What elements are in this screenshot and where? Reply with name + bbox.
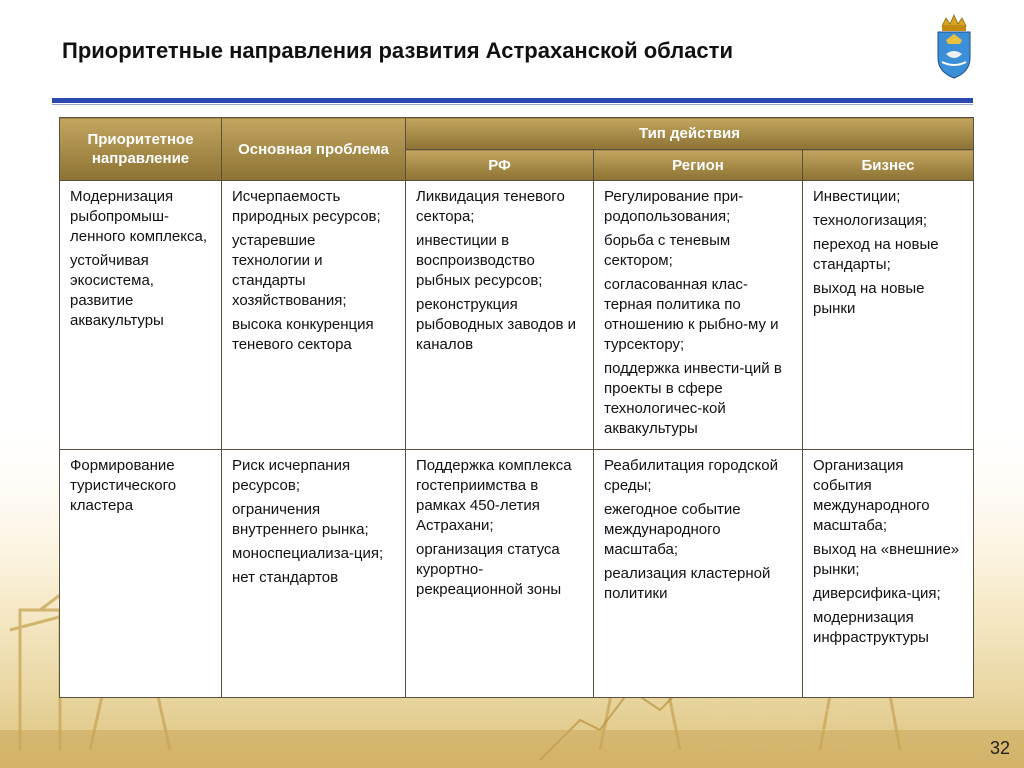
cell-line: Риск исчерпания ресурсов; — [232, 457, 351, 494]
header-business: Бизнес — [803, 150, 974, 181]
cell-line: Исчерпаемость природных ресурсов; — [232, 188, 381, 225]
cell-line: устойчивая экосистема, развитие аквакультуры — [70, 252, 164, 329]
page-number: 32 — [990, 738, 1011, 758]
cell-region — [594, 450, 803, 698]
header-region: Регион — [594, 150, 803, 181]
cell-rf — [406, 181, 594, 450]
cell-line: реализация кластерной политики — [604, 565, 771, 602]
cell-line: ограничения внутреннего рынка; — [232, 501, 369, 538]
cell-line: высока конкуренция теневого сектора — [232, 316, 374, 353]
cell-line: согласованная клас-терная политика по отношению к рыбно-му и турсектору; — [604, 276, 779, 353]
title-divider-thin — [52, 104, 973, 105]
cell-line: Регулирование при-родопользования; — [604, 188, 744, 225]
cell-line: ежегодное событие международного масштаба; — [604, 501, 741, 558]
slide-title: Приоритетные направления развития Астраханской области — [62, 38, 733, 63]
header-action-type: Тип действия — [406, 118, 974, 150]
astrakhan-coat-of-arms-icon — [932, 12, 976, 80]
cell-line: моноспециализа-ция; — [232, 545, 384, 562]
cell-line: выход на новые рынки — [813, 280, 925, 317]
table-row — [60, 181, 974, 450]
cell-line: переход на новые стандарты; — [813, 236, 939, 273]
cell-line: организация статуса курортно-рекреационной зоны — [416, 541, 562, 598]
cell-region — [594, 181, 803, 450]
title-divider — [52, 98, 973, 103]
cell-business — [803, 181, 974, 450]
cell-line: нет стандартов — [232, 569, 339, 586]
cell-line: Инвестиции; — [813, 188, 901, 205]
header-problem: Основная проблема — [222, 118, 406, 181]
cell-line: модернизация инфраструктуры — [813, 609, 929, 646]
cell-line: технологизация; — [813, 212, 928, 229]
cell-line: борьба с теневым сектором; — [604, 232, 731, 269]
cell-problem — [222, 181, 406, 450]
cell-line: диверсифика-ция; — [813, 585, 941, 602]
cell-line: Модернизация рыбопромыш-ленного комплекса, — [70, 188, 207, 245]
cell-line: устаревшие технологии и стандарты хозяйствования; — [232, 232, 347, 309]
cell-line: Реабилитация городской среды; — [604, 457, 778, 494]
cell-problem — [222, 450, 406, 698]
cell-line: реконструкция рыбоводных заводов и каналов — [416, 296, 576, 353]
cell-line: инвестиции в воспроизводство рыбных ресурсов; — [416, 232, 543, 289]
header-direction: Приоритетное направление — [60, 118, 222, 181]
table-row — [60, 450, 974, 698]
cell-line: Поддержка комплекса гостеприимства в рамках 450-летия Астрахани; — [416, 457, 572, 534]
cell-rf — [406, 450, 594, 698]
cell-line: Ликвидация теневого сектора; — [416, 188, 565, 225]
cell-line: поддержка инвести-ций в проекты в сфере технологичес-кой аквакультуры — [604, 360, 782, 437]
cell-line: Организация события международного масштаба; — [813, 457, 930, 534]
cell-business — [803, 450, 974, 698]
cell-direction — [60, 450, 222, 698]
priorities-table — [59, 117, 974, 698]
cell-direction — [60, 181, 222, 450]
cell-line: Формирование туристического кластера — [70, 457, 177, 514]
cell-line: выход на «внешние» рынки; — [813, 541, 960, 578]
header-rf: РФ — [406, 150, 594, 181]
